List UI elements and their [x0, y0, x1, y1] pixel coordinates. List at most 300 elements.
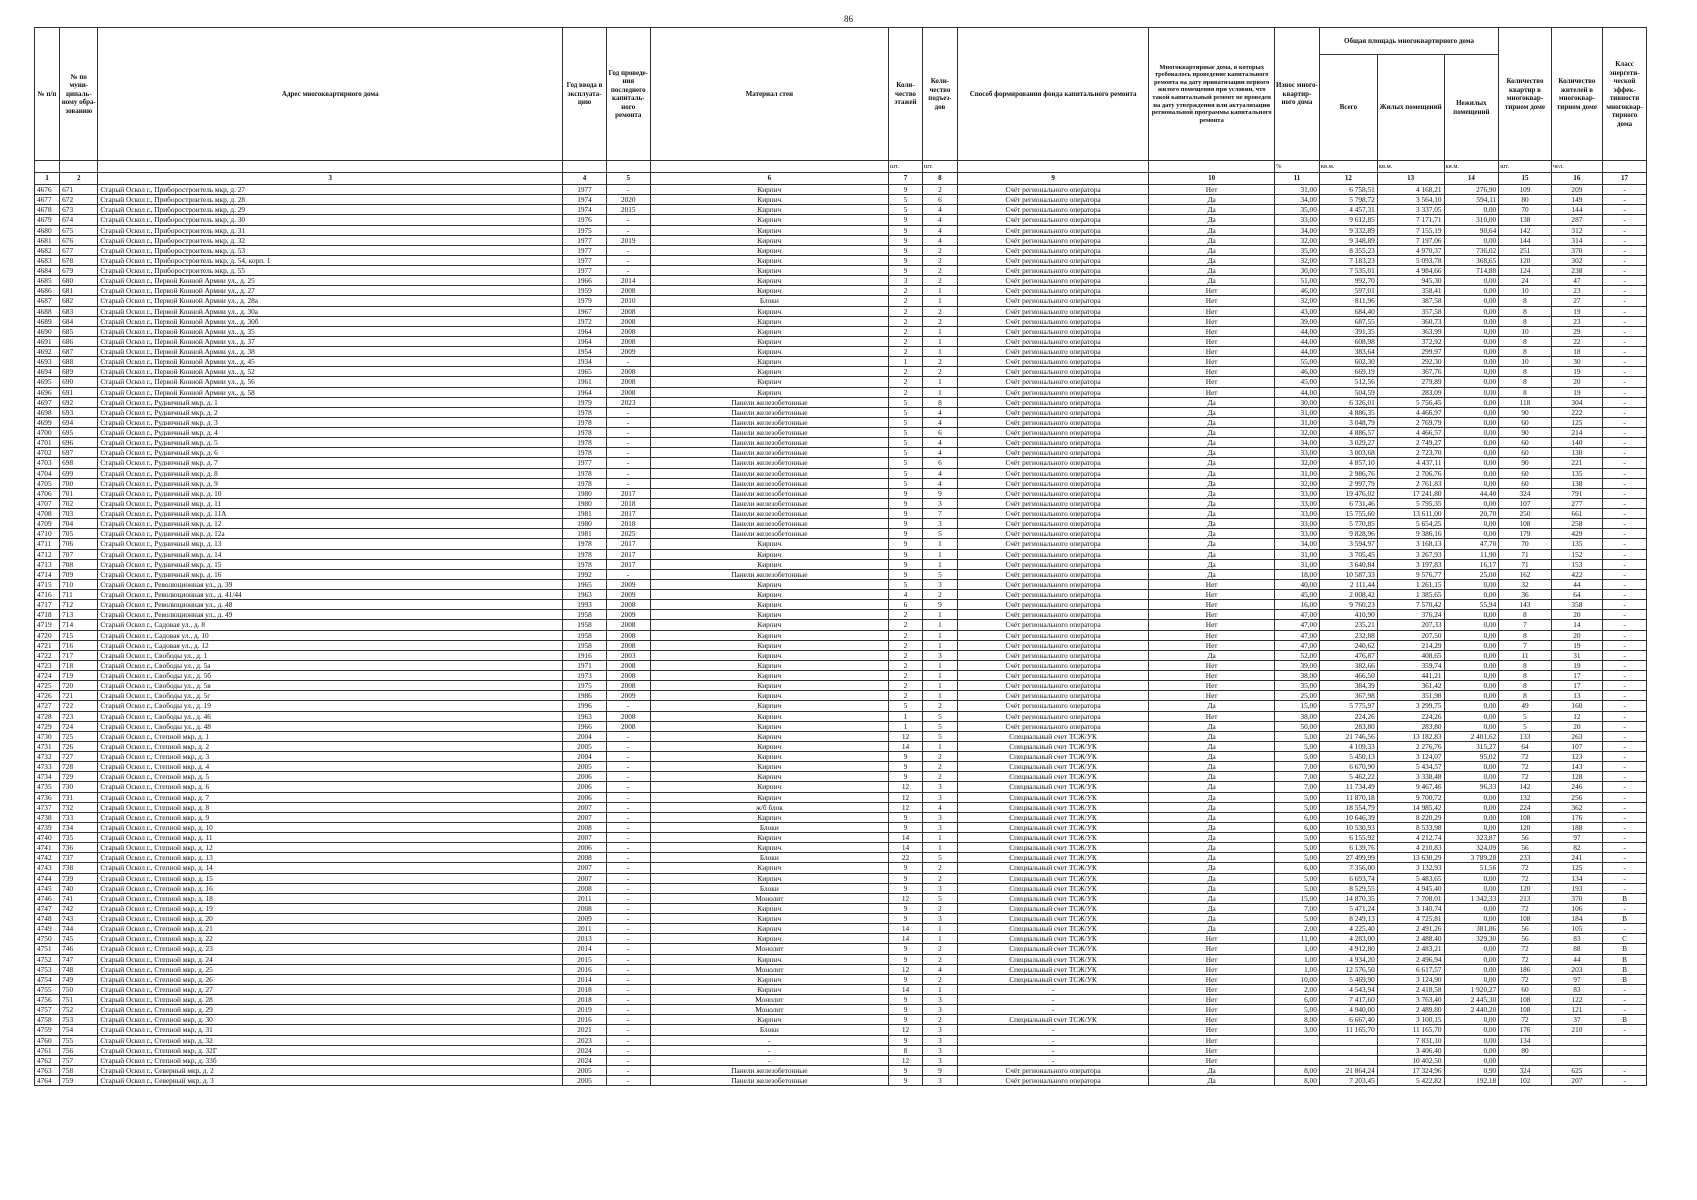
- cell-year-built: 2005: [563, 741, 607, 751]
- cell-fund: Счёт регионального оператора: [957, 498, 1148, 508]
- cell-material: Кирпич: [650, 387, 888, 397]
- cell-flats: 186: [1499, 964, 1551, 974]
- cell-wear: 40,00: [1275, 579, 1320, 589]
- cell-wear: 51,00: [1275, 276, 1320, 286]
- table-row: [35, 255, 1647, 265]
- cell-year-repair: 2008: [606, 377, 650, 387]
- cell-fund: Специальный счет ТСЖ/УК: [957, 964, 1148, 974]
- cell-wear: [1275, 1055, 1320, 1065]
- cell-num: 4686: [35, 286, 60, 296]
- cell-repair-needed: Да: [1149, 245, 1275, 255]
- cell-energy-class: -: [1603, 1076, 1647, 1086]
- cell-num: 4695: [35, 377, 60, 387]
- cell-energy-class: -: [1603, 802, 1647, 812]
- cell-area-total: 5 462,22: [1319, 772, 1377, 782]
- cell-year-repair: -: [606, 853, 650, 863]
- table-row: [35, 741, 1647, 751]
- cell-fund: Счёт регионального оператора: [957, 316, 1148, 326]
- cell-repair-needed: Нет: [1149, 296, 1275, 306]
- cell-wear: 47,00: [1275, 630, 1320, 640]
- cell-energy-class: -: [1603, 772, 1647, 782]
- cell-year-repair: -: [606, 448, 650, 458]
- cell-area-living: 4 168,21: [1377, 185, 1444, 195]
- cell-num: 4724: [35, 671, 60, 681]
- cell-entrances: 5: [922, 711, 957, 721]
- cell-energy-class: B: [1603, 954, 1647, 964]
- cell-repair-needed: Нет: [1149, 579, 1275, 589]
- cell-area-nonliving: 0,00: [1444, 974, 1499, 984]
- cell-material: Кирпич: [650, 266, 888, 276]
- cell-floors: 1: [889, 721, 923, 731]
- cell-energy-class: B: [1603, 1015, 1647, 1025]
- cell-wear: 33,00: [1275, 498, 1320, 508]
- cell-year-built: 1978: [563, 417, 607, 427]
- column-number: 11: [1275, 173, 1320, 185]
- cell-muni: 710: [60, 579, 98, 589]
- cell-floors: 5: [889, 417, 923, 427]
- cell-muni: 722: [60, 701, 98, 711]
- cell-floors: 5: [889, 478, 923, 488]
- table-row: [35, 843, 1647, 853]
- cell-muni: 729: [60, 772, 98, 782]
- cell-num: 4691: [35, 336, 60, 346]
- unit-residents: чел.: [1551, 161, 1602, 173]
- cell-area-nonliving: 0,00: [1444, 316, 1499, 326]
- table-row: [35, 792, 1647, 802]
- cell-area-nonliving: 0,00: [1444, 326, 1499, 336]
- cell-energy-class: -: [1603, 417, 1647, 427]
- cell-year-built: 1958: [563, 620, 607, 630]
- cell-muni: 697: [60, 448, 98, 458]
- cell-muni: 719: [60, 671, 98, 681]
- cell-muni: 716: [60, 640, 98, 650]
- cell-repair-needed: Нет: [1149, 1025, 1275, 1035]
- cell-num: 4679: [35, 215, 60, 225]
- cell-year-built: 1981: [563, 509, 607, 519]
- cell-muni: 739: [60, 873, 98, 883]
- cell-year-built: 1964: [563, 387, 607, 397]
- cell-wear: 31,00: [1275, 185, 1320, 195]
- table-row: [35, 1025, 1647, 1035]
- cell-num: 4744: [35, 873, 60, 883]
- cell-fund: Счёт регионального оператора: [957, 225, 1148, 235]
- cell-residents: 20: [1551, 630, 1602, 640]
- cell-year-built: 1978: [563, 478, 607, 488]
- cell-entrances: 2: [922, 590, 957, 600]
- cell-area-living: 2 418,58: [1377, 984, 1444, 994]
- cell-year-repair: 2025: [606, 529, 650, 539]
- cell-area-nonliving: 0,00: [1444, 336, 1499, 346]
- cell-fund: Счёт регионального оператора: [957, 630, 1148, 640]
- cell-num: 4705: [35, 478, 60, 488]
- cell-floors: 9: [889, 225, 923, 235]
- cell-muni: 671: [60, 185, 98, 195]
- cell-area-living: 5 422,82: [1377, 1076, 1444, 1086]
- cell-floors: 2: [889, 691, 923, 701]
- col-header-flats: Количество квартир в многоквар-тирном доме: [1499, 28, 1551, 161]
- cell-energy-class: C: [1603, 934, 1647, 944]
- table-row: [35, 600, 1647, 610]
- cell-year-built: 1966: [563, 276, 607, 286]
- cell-flats: 250: [1499, 509, 1551, 519]
- cell-material: Кирпич: [650, 924, 888, 934]
- cell-floors: 9: [889, 883, 923, 893]
- cell-repair-needed: Нет: [1149, 660, 1275, 670]
- cell-entrances: 1: [922, 559, 957, 569]
- cell-flats: 176: [1499, 1025, 1551, 1035]
- cell-flats: 8: [1499, 367, 1551, 377]
- table-row: [35, 245, 1647, 255]
- cell-repair-needed: Нет: [1149, 711, 1275, 721]
- cell-area-nonliving: 329,30: [1444, 934, 1499, 944]
- cell-area-total: 4 886,35: [1319, 407, 1377, 417]
- cell-address: Старый Оскол г., Северный мкр, д. 2: [98, 1065, 563, 1075]
- cell-floors: 9: [889, 762, 923, 772]
- cell-muni: 700: [60, 478, 98, 488]
- column-numbers-row: [35, 173, 1647, 185]
- cell-year-built: 2024: [563, 1045, 607, 1055]
- cell-floors: 9: [889, 255, 923, 265]
- cell-entrances: 9: [922, 1065, 957, 1075]
- cell-area-total: 5 450,13: [1319, 752, 1377, 762]
- cell-address: Старый Оскол г., Рудничный мкр, д. 5: [98, 438, 563, 448]
- cell-repair-needed: Нет: [1149, 974, 1275, 984]
- cell-repair-needed: Нет: [1149, 610, 1275, 620]
- cell-flats: 179: [1499, 529, 1551, 539]
- cell-flats: 8: [1499, 691, 1551, 701]
- cell-area-nonliving: 0,00: [1444, 235, 1499, 245]
- cell-entrances: 2: [922, 863, 957, 873]
- cell-floors: 9: [889, 944, 923, 954]
- cell-num: 4763: [35, 1065, 60, 1075]
- cell-material: Кирпич: [650, 681, 888, 691]
- cell-year-repair: 2018: [606, 498, 650, 508]
- cell-muni: 703: [60, 509, 98, 519]
- cell-year-built: 1965: [563, 367, 607, 377]
- cell-muni: 687: [60, 347, 98, 357]
- cell-area-nonliving: 0,00: [1444, 579, 1499, 589]
- cell-wear: 33,00: [1275, 448, 1320, 458]
- col-header-area-nonliving: Нежилых помещений: [1444, 55, 1499, 161]
- cell-wear: 5,00: [1275, 833, 1320, 843]
- cell-fund: Счёт регионального оператора: [957, 245, 1148, 255]
- cell-entrances: 1: [922, 326, 957, 336]
- cell-year-repair: -: [606, 407, 650, 417]
- cell-address: Старый Оскол г., Садовая ул., д. 10: [98, 630, 563, 640]
- cell-year-built: 2005: [563, 1076, 607, 1086]
- cell-muni: 694: [60, 417, 98, 427]
- cell-area-total: 240,62: [1319, 640, 1377, 650]
- table-row: [35, 590, 1647, 600]
- cell-flats: 60: [1499, 417, 1551, 427]
- cell-area-total: 2 111,44: [1319, 579, 1377, 589]
- cell-area-total: 9 348,89: [1319, 235, 1377, 245]
- col-header-area-total: Всего: [1319, 55, 1377, 161]
- cell-area-living: 9 576,77: [1377, 569, 1444, 579]
- cell-fund: Счёт регионального оператора: [957, 458, 1148, 468]
- cell-wear: 52,00: [1275, 650, 1320, 660]
- cell-address: Старый Оскол г., Приборостроитель мкр, д. 30: [98, 215, 563, 225]
- cell-residents: 207: [1551, 1076, 1602, 1086]
- cell-wear: 55,00: [1275, 357, 1320, 367]
- cell-residents: 135: [1551, 468, 1602, 478]
- table-row: [35, 802, 1647, 812]
- cell-repair-needed: Да: [1149, 873, 1275, 883]
- cell-area-living: 5 654,25: [1377, 519, 1444, 529]
- cell-repair-needed: Да: [1149, 205, 1275, 215]
- cell-address: Старый Оскол г., Степной мкр, д. 31: [98, 1025, 563, 1035]
- cell-num: 4718: [35, 610, 60, 620]
- cell-entrances: 4: [922, 438, 957, 448]
- cell-address: Старый Оскол г., Рудничный мкр, д. 12: [98, 519, 563, 529]
- cell-area-living: 3 564,10: [1377, 195, 1444, 205]
- cell-floors: 2: [889, 387, 923, 397]
- cell-year-repair: 2008: [606, 721, 650, 731]
- cell-muni: 701: [60, 488, 98, 498]
- cell-area-total: 4 457,31: [1319, 205, 1377, 215]
- cell-year-repair: -: [606, 833, 650, 843]
- cell-residents: 19: [1551, 640, 1602, 650]
- cell-entrances: 3: [922, 792, 957, 802]
- cell-address: Старый Оскол г., Рудничный мкр, д. 3: [98, 417, 563, 427]
- cell-material: Кирпич: [650, 731, 888, 741]
- cell-year-built: 1977: [563, 185, 607, 195]
- table-row: [35, 488, 1647, 498]
- cell-energy-class: -: [1603, 428, 1647, 438]
- table-row: [35, 620, 1647, 630]
- cell-energy-class: -: [1603, 924, 1647, 934]
- cell-flats: 8: [1499, 660, 1551, 670]
- cell-area-nonliving: 0,00: [1444, 205, 1499, 215]
- cell-year-repair: -: [606, 1025, 650, 1035]
- cell-wear: 45,00: [1275, 590, 1320, 600]
- cell-address: Старый Оскол г., Степной мкр, д. 22: [98, 934, 563, 944]
- cell-num: 4743: [35, 863, 60, 873]
- cell-energy-class: -: [1603, 741, 1647, 751]
- cell-address: Старый Оскол г., Степной мкр, д. 32: [98, 1035, 563, 1045]
- cell-muni: 674: [60, 215, 98, 225]
- cell-repair-needed: Нет: [1149, 1055, 1275, 1065]
- cell-year-built: 2006: [563, 782, 607, 792]
- table-row: [35, 316, 1647, 326]
- cell-year-repair: -: [606, 215, 650, 225]
- cell-wear: 33,00: [1275, 529, 1320, 539]
- cell-energy-class: -: [1603, 266, 1647, 276]
- cell-floors: 1: [889, 357, 923, 367]
- cell-area-nonliving: 11,90: [1444, 549, 1499, 559]
- cell-wear: 34,00: [1275, 438, 1320, 448]
- cell-muni: 738: [60, 863, 98, 873]
- table-row: [35, 235, 1647, 245]
- cell-repair-needed: Нет: [1149, 934, 1275, 944]
- cell-area-total: 21 746,56: [1319, 731, 1377, 741]
- cell-address: Старый Оскол г., Степной мкр, д. 11: [98, 833, 563, 843]
- cell-floors: 9: [889, 1005, 923, 1015]
- table-row: [35, 944, 1647, 954]
- cell-area-total: [1319, 1035, 1377, 1045]
- cell-energy-class: -: [1603, 701, 1647, 711]
- cell-energy-class: -: [1603, 498, 1647, 508]
- cell-fund: Специальный счет ТСЖ/УК: [957, 741, 1148, 751]
- cell-area-living: 4 210,83: [1377, 843, 1444, 853]
- cell-address: Старый Оскол г., Рудничный мкр, д. 2: [98, 407, 563, 417]
- cell-entrances: 2: [922, 954, 957, 964]
- cell-year-built: 2005: [563, 762, 607, 772]
- cell-material: Кирпич: [650, 286, 888, 296]
- cell-material: Кирпич: [650, 863, 888, 873]
- cell-wear: 45,00: [1275, 377, 1320, 387]
- cell-material: Панели железобетонные: [650, 448, 888, 458]
- cell-year-built: 1977: [563, 255, 607, 265]
- cell-year-built: 1958: [563, 640, 607, 650]
- cell-material: Панели железобетонные: [650, 498, 888, 508]
- cell-area-total: 5 798,72: [1319, 195, 1377, 205]
- cell-area-total: 224,26: [1319, 711, 1377, 721]
- cell-residents: 20: [1551, 610, 1602, 620]
- cell-energy-class: -: [1603, 620, 1647, 630]
- cell-repair-needed: Да: [1149, 559, 1275, 569]
- cell-flats: 72: [1499, 772, 1551, 782]
- cell-flats: 8: [1499, 306, 1551, 316]
- cell-year-repair: -: [606, 964, 650, 974]
- cell-material: Панели железобетонные: [650, 468, 888, 478]
- cell-num: 4762: [35, 1055, 60, 1065]
- table-row: [35, 640, 1647, 650]
- cell-wear: 7,00: [1275, 903, 1320, 913]
- cell-area-nonliving: 0,00: [1444, 650, 1499, 660]
- cell-material: Кирпич: [650, 691, 888, 701]
- cell-area-living: 14 985,42: [1377, 802, 1444, 812]
- cell-flats: 72: [1499, 762, 1551, 772]
- cell-year-built: 2007: [563, 812, 607, 822]
- cell-area-nonliving: 0,00: [1444, 812, 1499, 822]
- table-row: [35, 478, 1647, 488]
- cell-entrances: 3: [922, 914, 957, 924]
- cell-area-total: 3 029,27: [1319, 438, 1377, 448]
- cell-wear: 32,00: [1275, 428, 1320, 438]
- cell-residents: 238: [1551, 266, 1602, 276]
- cell-area-total: 2 008,42: [1319, 590, 1377, 600]
- cell-area-living: 299,97: [1377, 347, 1444, 357]
- cell-num: 4716: [35, 590, 60, 600]
- cell-address: Старый Оскол г., Первой Конной Армии ул., д. 35: [98, 326, 563, 336]
- cell-material: Блоки: [650, 883, 888, 893]
- cell-repair-needed: Да: [1149, 519, 1275, 529]
- cell-muni: 680: [60, 276, 98, 286]
- cell-material: Кирпич: [650, 721, 888, 731]
- cell-area-total: 6 758,51: [1319, 185, 1377, 195]
- cell-floors: 2: [889, 671, 923, 681]
- cell-area-nonliving: 0,00: [1444, 468, 1499, 478]
- cell-residents: 125: [1551, 863, 1602, 873]
- cell-repair-needed: Нет: [1149, 387, 1275, 397]
- cell-entrances: 2: [922, 185, 957, 195]
- cell-floors: 5: [889, 205, 923, 215]
- cell-address: Старый Оскол г., Приборостроитель мкр, д. 31: [98, 225, 563, 235]
- cell-year-built: 1978: [563, 549, 607, 559]
- cell-entrances: 2: [922, 873, 957, 883]
- cell-muni: 727: [60, 752, 98, 762]
- table-row: [35, 1005, 1647, 1015]
- unit-area-nonliving: кв.м.: [1444, 161, 1499, 173]
- cell-year-built: 1963: [563, 590, 607, 600]
- cell-num: 4735: [35, 782, 60, 792]
- cell-area-total: 7 417,60: [1319, 995, 1377, 1005]
- cell-year-built: 1977: [563, 235, 607, 245]
- cell-energy-class: -: [1603, 590, 1647, 600]
- cell-num: 4730: [35, 731, 60, 741]
- cell-repair-needed: Нет: [1149, 185, 1275, 195]
- cell-area-living: 945,30: [1377, 276, 1444, 286]
- cell-address: Старый Оскол г., Степной мкр, д. 25: [98, 964, 563, 974]
- cell-energy-class: -: [1603, 843, 1647, 853]
- cell-area-total: 6 731,46: [1319, 498, 1377, 508]
- cell-muni: 696: [60, 438, 98, 448]
- cell-year-repair: 2008: [606, 620, 650, 630]
- cell-fund: Специальный счет ТСЖ/УК: [957, 974, 1148, 984]
- cell-material: Кирпич: [650, 579, 888, 589]
- table-row: [35, 276, 1647, 286]
- cell-year-repair: -: [606, 924, 650, 934]
- cell-year-repair: -: [606, 903, 650, 913]
- cell-num: 4732: [35, 752, 60, 762]
- cell-residents: 27: [1551, 296, 1602, 306]
- cell-material: Панели железобетонные: [650, 519, 888, 529]
- cell-year-built: 2006: [563, 792, 607, 802]
- cell-floors: 14: [889, 924, 923, 934]
- cell-year-repair: -: [606, 974, 650, 984]
- cell-wear: 47,00: [1275, 620, 1320, 630]
- cell-year-built: 2024: [563, 1055, 607, 1065]
- cell-floors: 12: [889, 802, 923, 812]
- cell-floors: 2: [889, 681, 923, 691]
- cell-flats: 124: [1499, 266, 1551, 276]
- cell-area-nonliving: 0,00: [1444, 296, 1499, 306]
- cell-fund: Специальный счет ТСЖ/УК: [957, 812, 1148, 822]
- cell-repair-needed: Да: [1149, 215, 1275, 225]
- cell-fund: Счёт регионального оператора: [957, 387, 1148, 397]
- unit-entrances: шт.: [922, 161, 957, 173]
- cell-year-repair: 2018: [606, 519, 650, 529]
- cell-area-nonliving: 0,00: [1444, 802, 1499, 812]
- cell-material: Кирпич: [650, 772, 888, 782]
- column-number: 12: [1319, 173, 1377, 185]
- cell-fund: -: [957, 995, 1148, 1005]
- cell-wear: 38,00: [1275, 711, 1320, 721]
- cell-energy-class: -: [1603, 782, 1647, 792]
- cell-area-nonliving: 0,00: [1444, 458, 1499, 468]
- cell-muni: 678: [60, 255, 98, 265]
- cell-address: Старый Оскол г., Свободы ул., д. 5а: [98, 660, 563, 670]
- cell-area-nonliving: 0,00: [1444, 630, 1499, 640]
- cell-flats: 70: [1499, 205, 1551, 215]
- cell-area-total: 19 476,02: [1319, 488, 1377, 498]
- page-number: 86: [844, 14, 853, 24]
- cell-address: Старый Оскол г., Рудничный мкр, д. 8: [98, 468, 563, 478]
- cell-muni: 732: [60, 802, 98, 812]
- cell-muni: 713: [60, 610, 98, 620]
- cell-fund: Счёт регионального оператора: [957, 367, 1148, 377]
- cell-repair-needed: Да: [1149, 721, 1275, 731]
- cell-muni: 730: [60, 782, 98, 792]
- cell-repair-needed: Да: [1149, 741, 1275, 751]
- table-row: [35, 539, 1647, 549]
- table-row: [35, 579, 1647, 589]
- cell-year-built: 1954: [563, 347, 607, 357]
- cell-area-living: 6 617,57: [1377, 964, 1444, 974]
- cell-year-built: 2015: [563, 954, 607, 964]
- cell-floors: 12: [889, 792, 923, 802]
